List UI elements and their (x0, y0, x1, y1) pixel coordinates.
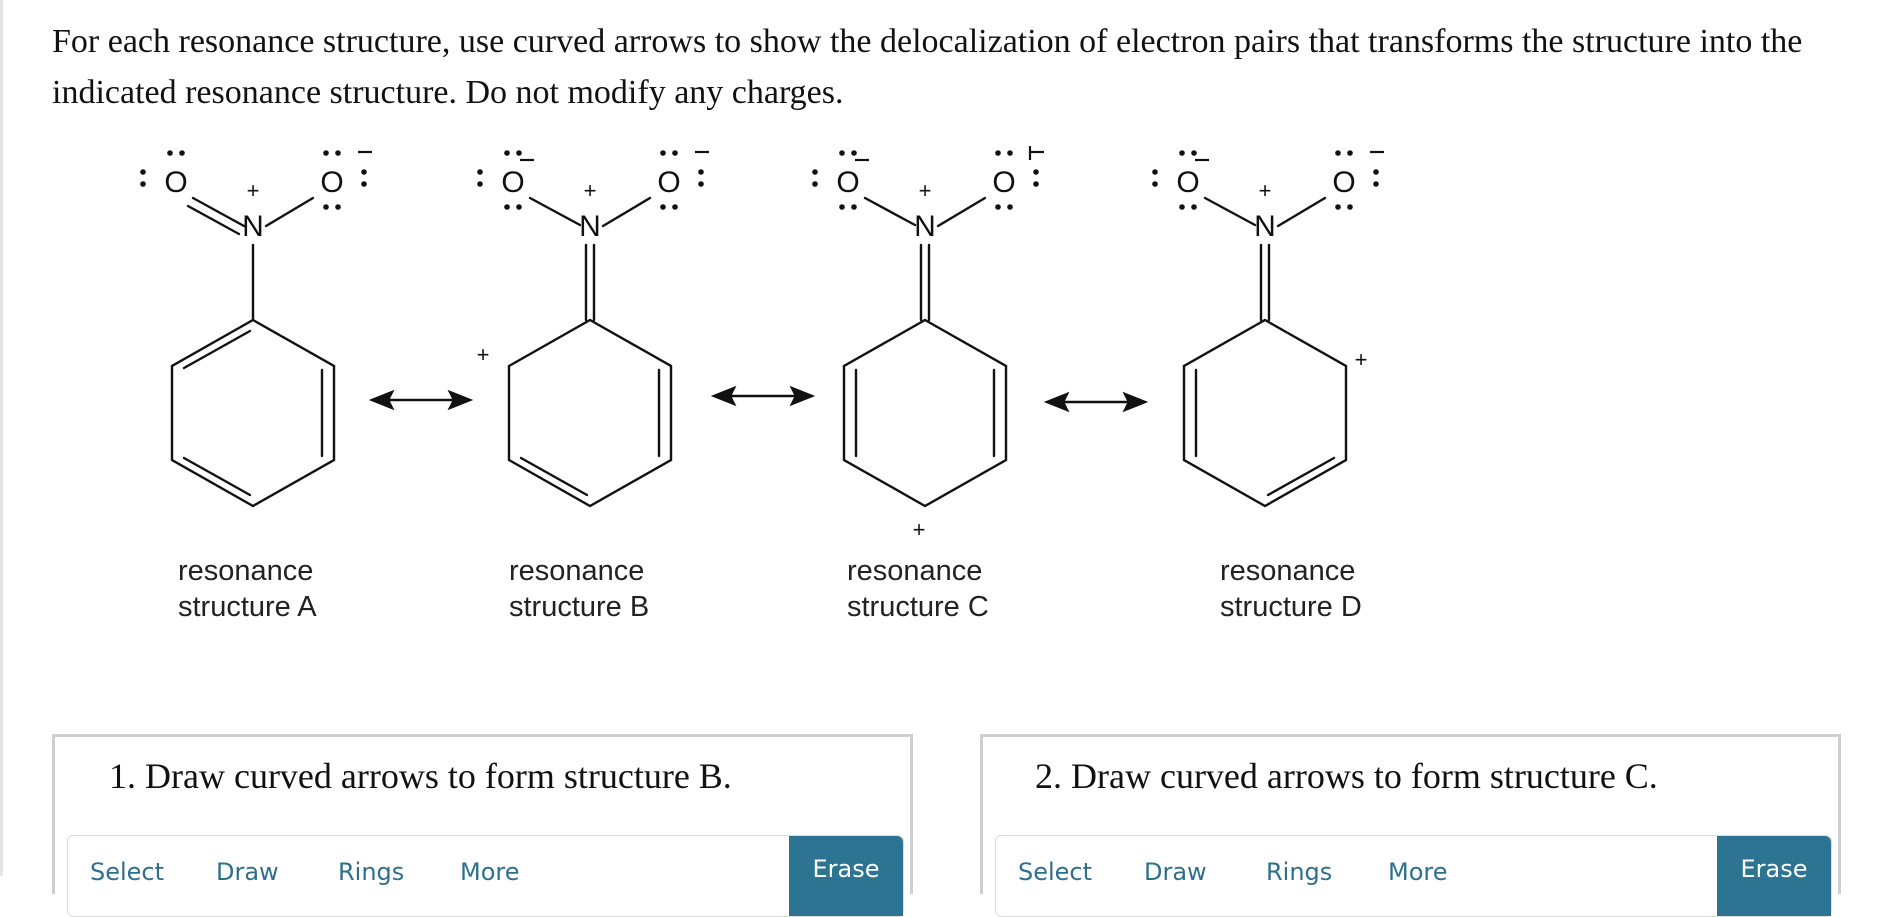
svg-text:O: O (657, 166, 681, 199)
question-text: For each resonance structure, use curved arrows to show the delocalization of electron pairs that transforms the structure into the indicated resonance structure. Do not modify any charges. (52, 23, 1803, 111)
erase-button[interactable]: Erase (789, 836, 903, 916)
svg-text:O: O (501, 166, 525, 199)
structure-a-label: resonance structure A (178, 555, 317, 623)
structure-a-molecule (172, 198, 334, 506)
svg-text:N: N (579, 210, 601, 243)
svg-text:N: N (914, 210, 936, 243)
resonance-figure (0, 130, 1880, 550)
structure-c-label: resonance structure C (847, 555, 989, 623)
svg-text:+: + (583, 178, 597, 203)
resonance-arrow-3 (1047, 394, 1145, 410)
svg-text:O: O (320, 166, 344, 199)
svg-text:O: O (1332, 166, 1356, 199)
structure-d-molecule (1184, 198, 1346, 506)
svg-text:+: + (1354, 347, 1368, 372)
select-tool-button[interactable]: Select (90, 858, 165, 886)
svg-text:+: + (246, 178, 260, 203)
resonance-arrow-2 (714, 388, 812, 404)
svg-text:O: O (1176, 166, 1200, 199)
panel-1-title: 1. Draw curved arrows to form structure B. (109, 756, 732, 796)
svg-text:O: O (164, 166, 188, 199)
panel-1-toolbar (67, 835, 904, 917)
svg-text:+: + (918, 178, 932, 203)
svg-text:+: + (1258, 178, 1272, 203)
more-tool-button[interactable]: More (1388, 858, 1448, 886)
structure-b-molecule (509, 198, 671, 506)
rings-tool-button[interactable]: Rings (338, 858, 405, 886)
panel-2-title: 2. Draw curved arrows to form structure C. (1035, 756, 1658, 796)
rings-tool-button[interactable]: Rings (1266, 858, 1333, 886)
draw-tool-button[interactable]: Draw (216, 858, 279, 886)
question-panel-1 (52, 734, 913, 894)
more-tool-button[interactable]: More (460, 858, 520, 886)
svg-text:N: N (1254, 210, 1276, 243)
svg-text:O: O (836, 166, 860, 199)
panel-2-toolbar (995, 835, 1832, 917)
svg-text:O: O (992, 166, 1016, 199)
structure-c-molecule (844, 198, 1006, 506)
structure-b-label: resonance structure B (509, 555, 650, 623)
svg-text:N: N (242, 210, 264, 243)
resonance-arrow-1 (372, 392, 470, 408)
svg-text:+: + (912, 517, 926, 542)
select-tool-button[interactable]: Select (1018, 858, 1093, 886)
erase-button[interactable]: Erase (1717, 836, 1831, 916)
svg-text:+: + (476, 342, 490, 367)
question-panel-2 (980, 734, 1841, 894)
structure-d-label: resonance structure D (1220, 555, 1362, 623)
draw-tool-button[interactable]: Draw (1144, 858, 1207, 886)
